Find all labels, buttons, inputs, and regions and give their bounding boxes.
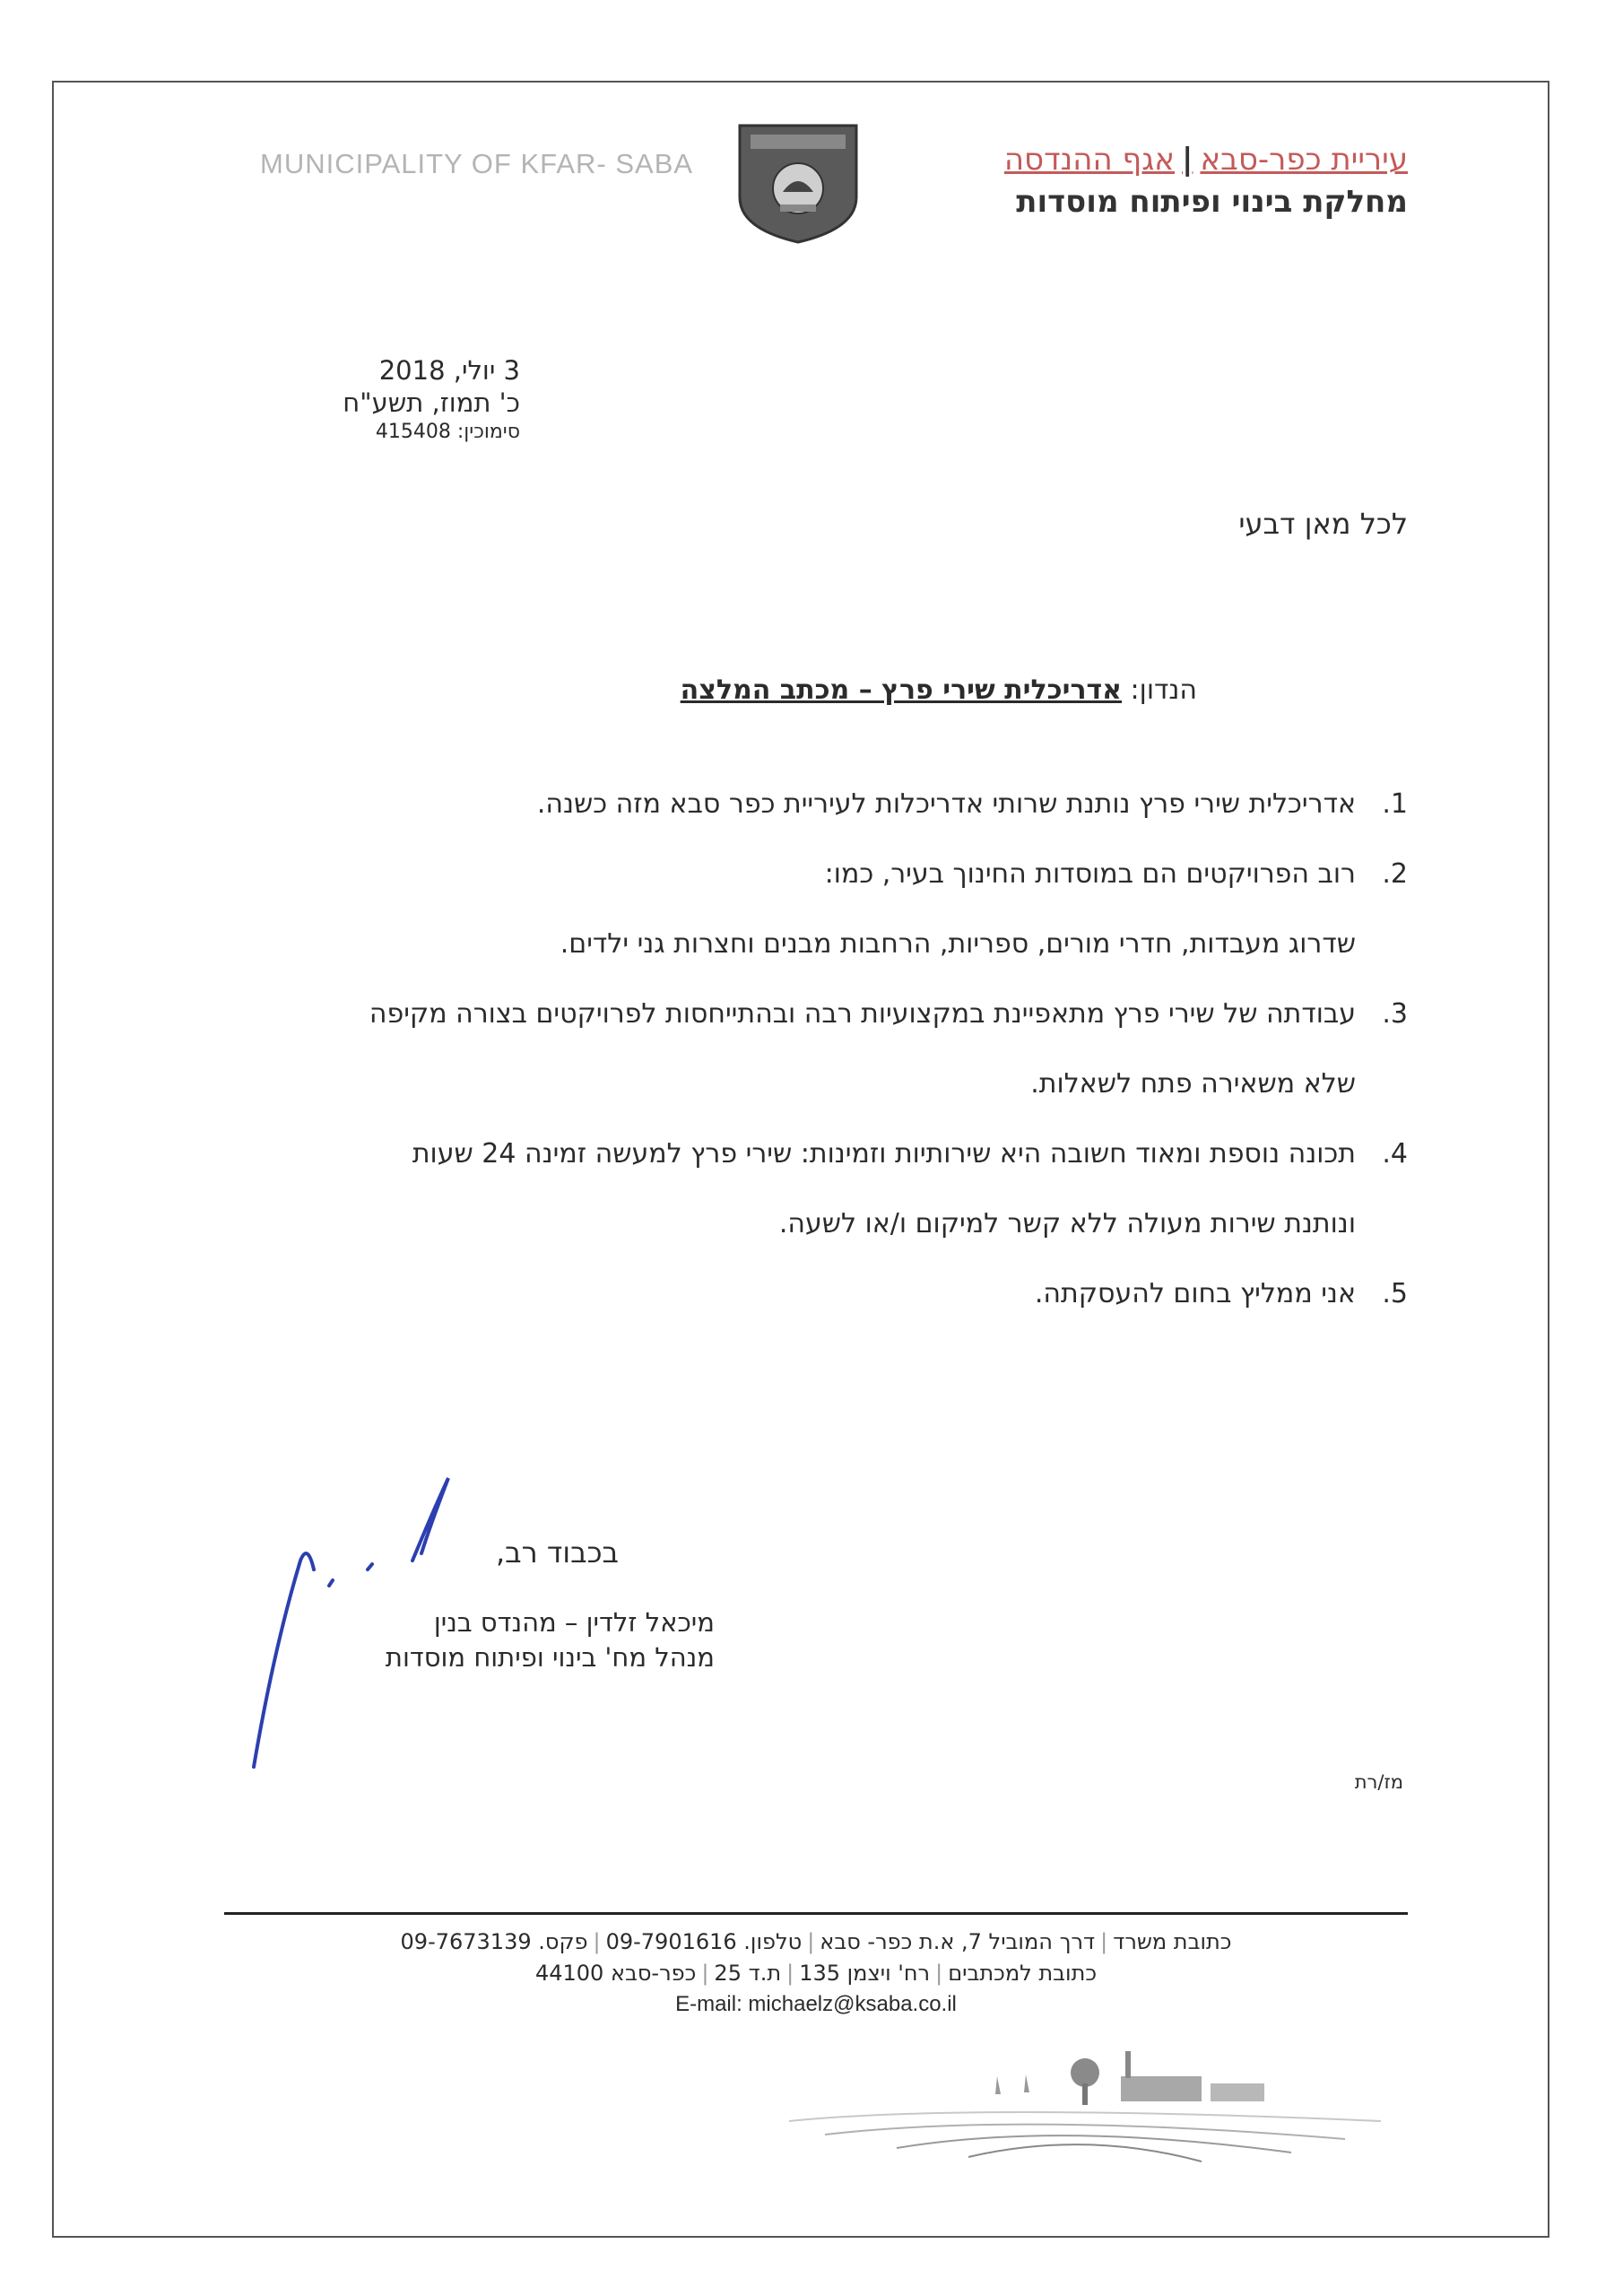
item-number: 2.	[1382, 858, 1408, 890]
item-text: שלא משאירה פתח לשאלות.	[1030, 1068, 1356, 1100]
item-text: אני ממליץ בחום להעסקתה.	[1034, 1278, 1356, 1309]
subject-label: הנדון:	[1130, 674, 1197, 706]
office-fax: פקס. 09-7673139	[400, 1929, 588, 1954]
recipient: לכל מאן דבעי	[1238, 507, 1408, 541]
engineering-dept: אגף ההנדסה	[1003, 142, 1176, 178]
list-item	[224, 839, 1408, 979]
footer-separator: |	[593, 1929, 601, 1954]
list-item	[224, 1259, 1408, 1329]
department-name: מחלקת בינוי ופיתוח מוסדות	[1016, 184, 1408, 220]
list-item	[224, 979, 1408, 1119]
item-text: רוב הפרויקטים הם במוסדות החינוך בעיר, כמו:	[824, 858, 1356, 890]
office-label: כתובת משרד	[1113, 1929, 1232, 1954]
footer-email: E-mail: michaelz@ksaba.co.il	[675, 1991, 957, 2016]
city-landscape-logo	[789, 1987, 1381, 2166]
item-text: תכונה נוספת ומאוד חשובה היא שירותיות וזמינות: שירי פרץ למעשה זמינה 24 שעות	[412, 1138, 1356, 1170]
item-number: 1.	[1382, 788, 1408, 820]
subject-line	[681, 674, 1197, 706]
handwritten-signature	[238, 1471, 471, 1776]
date-block	[305, 354, 520, 444]
item-number: 4.	[1382, 1138, 1408, 1170]
footer-mail-line	[224, 1958, 1408, 1989]
subject-text: אדריכלית שירי פרץ – מכתב המלצה	[680, 674, 1122, 706]
mail-city: כפר-סבא 44100	[534, 1960, 697, 1986]
item-text: שדרוג מעבדות, חדרי מורים, ספריות, הרחבות מבנים וחצרות גני ילדים.	[560, 928, 1356, 960]
date-gregorian: 3 יולי, 2018	[378, 355, 520, 386]
footer-divider	[224, 1912, 1408, 1915]
footer-separator: |	[935, 1960, 943, 1986]
item-number: 5.	[1382, 1278, 1408, 1309]
municipality-name-en: MUNICIPALITY OF KFAR- SABA	[260, 148, 694, 179]
footer-separator: |	[1100, 1929, 1108, 1954]
mail-pobox: ת.ד 25	[714, 1960, 782, 1986]
closing-greeting: בכבוד רב,	[495, 1535, 619, 1570]
office-phone: טלפון. 09-7901616	[605, 1929, 803, 1954]
footer-separator: |	[701, 1960, 709, 1986]
signer-title: מנהל מח' בינוי ופיתוח מוסדות	[385, 1642, 715, 1674]
city-emblem-icon	[731, 117, 865, 247]
office-address: דרך המוביל 7, א.ת כפר- סבא	[820, 1929, 1096, 1954]
item-text: עבודתה של שירי פרץ מתאפיינת במקצועיות רבה ובהתייחסות לפרויקטים בצורה מקיפה	[369, 998, 1356, 1030]
mail-street: רח' ויצמן 135	[799, 1960, 931, 1986]
item-text: אדריכלית שירי פרץ נותנת שרותי אדריכלות לעיריית כפר סבא מזה כשנה.	[536, 788, 1356, 820]
footer-separator: |	[786, 1960, 794, 1986]
recommendation-list	[224, 770, 1408, 1329]
reference-number: סימוכין: 415408	[375, 420, 520, 443]
list-item	[224, 770, 1408, 839]
mail-label: כתובת למכתבים	[948, 1960, 1098, 1986]
footer-separator: |	[807, 1929, 815, 1954]
item-number: 3.	[1382, 998, 1408, 1030]
footer-office-line	[224, 1926, 1408, 1958]
municipality-name-he: עיריית כפר-סבא	[1200, 142, 1408, 178]
typist-initials: מז/רת	[1354, 1771, 1403, 1793]
date-hebrew: כ' תמוז, תשע"ח	[343, 387, 520, 419]
signer-name: מיכאל זלדין – מהנדס בנין	[433, 1607, 715, 1638]
list-item	[224, 1119, 1408, 1259]
item-text: ונותנת שירות מעולה ללא קשר למיקום ו/או לשעה.	[778, 1208, 1356, 1239]
header-separator: |	[1182, 142, 1193, 178]
header-municipality-line	[1004, 142, 1408, 178]
